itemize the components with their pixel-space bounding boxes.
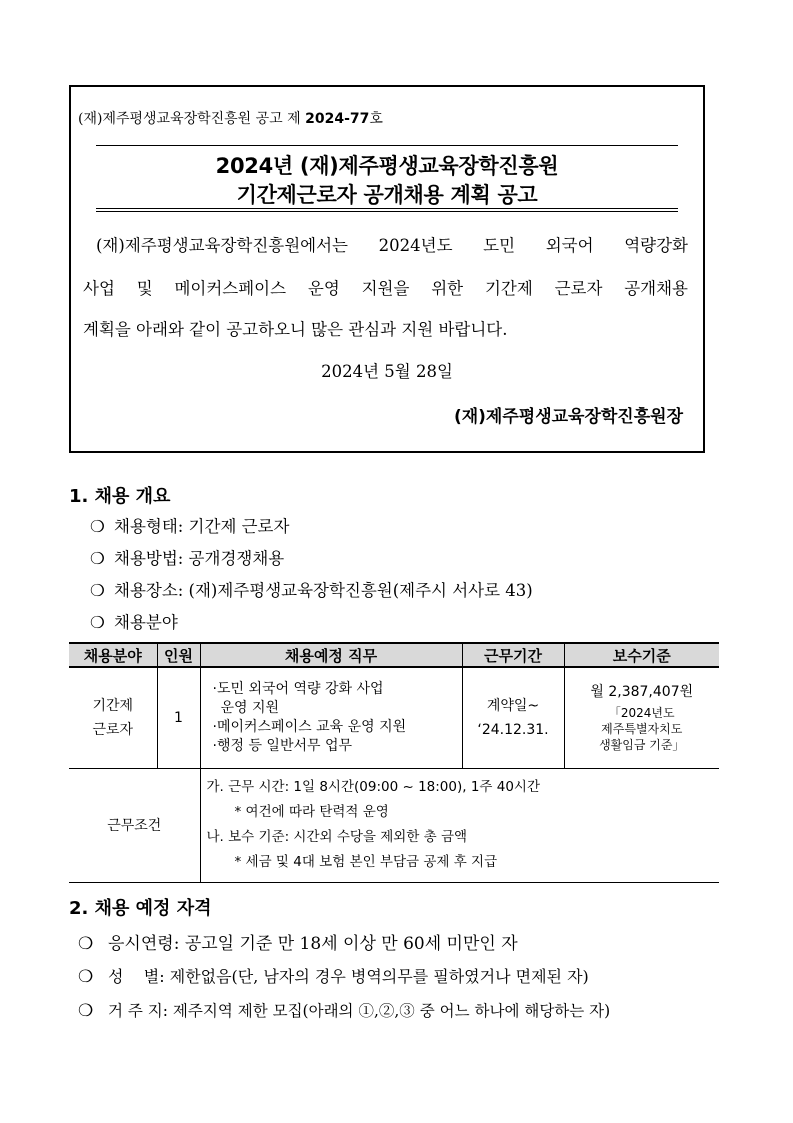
section2-item: ❍ 성 별: 제한없음(단, 남자의 경우 병역의무를 필하였거나 면제된 자) (78, 967, 589, 987)
title-bottom-rule-2 (96, 211, 678, 212)
section1-item: ❍ 채용형태: 기간제 근로자 (90, 517, 290, 536)
duty-item: ·도민 외국어 역량 강화 사업 (212, 680, 384, 697)
notice-date: 2024년 5월 28일 (321, 362, 453, 381)
title-bottom-rule (96, 208, 678, 209)
title-top-rule (96, 145, 678, 146)
conditions-cell (200, 768, 719, 882)
bullet-icon: ❍ (90, 613, 105, 632)
notice-title-line2: 기간제근로자 공개채용 계획 공고 (236, 183, 538, 207)
table-header: 근무기간 (462, 643, 564, 667)
period-cell: 계약일~ ‘24.12.31. (462, 667, 564, 768)
conditions-label: 근무조건 (69, 768, 200, 882)
pay-cell (564, 667, 719, 768)
bullet-icon: ❍ (90, 581, 105, 600)
bullet-icon: ❍ (78, 967, 94, 987)
notice-number: (재)제주평생교육장학진흥원 공고 제 2024-77호 (78, 111, 383, 127)
table-row (69, 667, 719, 768)
section1-item: ❍ 채용장소: (재)제주평생교육장학진흥원(제주시 서사로 43) (90, 581, 533, 600)
section1-item: ❍ 채용방법: 공개경쟁채용 (90, 549, 285, 568)
pay-amount: 월 2,387,407원 (590, 683, 694, 700)
notice-body-line: 사업 및 메이커스페이스 운영 지원을 위한 기간제 근로자 공개채용 (83, 279, 688, 298)
duty-item: 운영 지원 (220, 699, 280, 716)
duty-item: ·행정 등 일반서무 업무 (212, 737, 353, 754)
section2-item: ❍ 응시연령: 공고일 기준 만 18세 이상 만 60세 미만인 자 (78, 934, 518, 954)
condition-note: * 여건에 따라 탄력적 운영 (234, 804, 389, 820)
notice-body-line: (재)제주평생교육장학진흥원에서는 2024년도 도민 외국어 역량강화 (96, 236, 688, 255)
notice-title-line1: 2024년 (재)제주평생교육장학진흥원 (215, 154, 559, 178)
pay-note: 「2024년도 제주특별자치도 생활임금 기준」 (599, 705, 685, 752)
section2-item: ❍ 거 주 지: 제주지역 제한 모집(아래의 ①,②,③ 중 어느 하나에 해당하는 자) (78, 1001, 611, 1021)
condition-note: * 세금 및 4대 보험 본인 부담금 공제 후 지급 (234, 854, 498, 870)
condition-item: 가. 근무 시간: 1일 8시간(09:00 ~ 18:00), 1주 40시간 (206, 779, 541, 795)
bullet-icon: ❍ (78, 1001, 94, 1021)
table-header-row (69, 643, 719, 667)
duty-cell (200, 667, 462, 768)
notice-body-line: 계획을 아래와 같이 공고하오니 많은 관심과 지원 바랍니다. (83, 320, 508, 339)
table-header: 채용예정 직무 (200, 643, 462, 667)
table-header: 채용분야 (69, 643, 157, 667)
count-cell: 1 (157, 667, 200, 768)
notice-issuer: (재)제주평생교육장학진흥원장 (453, 407, 683, 427)
field-cell: 기간제 근로자 (69, 667, 157, 768)
condition-item: 나. 보수 기준: 시간외 수당을 제외한 총 금액 (206, 829, 468, 845)
notice-box (69, 85, 705, 453)
section1-item: ❍ 채용분야 (90, 613, 178, 632)
section2-heading: 2. 채용 예정 자격 (69, 898, 212, 919)
bullet-icon: ❍ (78, 934, 94, 954)
table-header: 보수기준 (564, 643, 719, 667)
bullet-icon: ❍ (90, 517, 105, 536)
duty-item: ·메이커스페이스 교육 운영 지원 (212, 718, 407, 735)
conditions-row (69, 768, 719, 882)
table-header: 인원 (157, 643, 200, 667)
section1-heading: 1. 채용 개요 (69, 486, 171, 507)
bullet-icon: ❍ (90, 549, 105, 568)
recruitment-table (69, 642, 719, 883)
